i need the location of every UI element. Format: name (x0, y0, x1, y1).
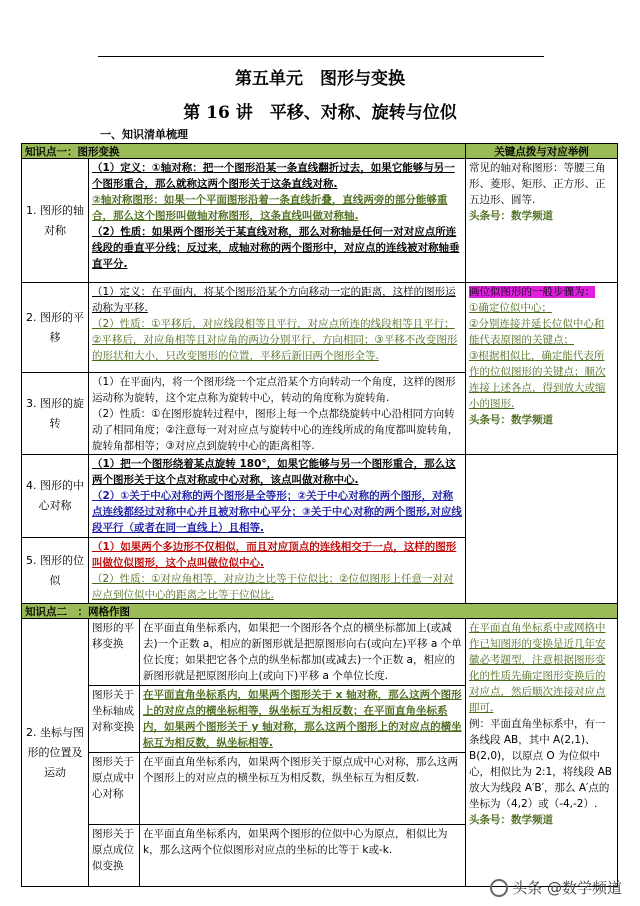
kp2-note-intro: 在平面直角坐标系中或网格中作已知图形的变换是近几年安徽必考题型，注意根据图形变化的性质先确定图形变换后的对应点，然后顺次连接对应点即可. (469, 622, 606, 714)
similar-property: （2）性质：①对应角相等，对应边之比等于位似比；②位似图形上任意一对对应点到位似中心的距离之比等于位似比. (92, 573, 454, 601)
kp2-text-axis: 在平面直角坐标系内，如果两个图形关于 x 轴对称，那么这两个图形上的对应点的横坐标相等，纵坐标互为相反数；在平面直角坐标系内，如果两个图形关于 y 轴对称，那么这两个图形上的对应点的横坐标互为相反数，纵坐标相等. (139, 685, 466, 753)
axial-note-source: 头条号：数学频道 (469, 210, 553, 222)
row-label-central: 4. 图形的中心对称 (21, 454, 89, 538)
row-content-axial (88, 158, 466, 283)
kp2-text-similar: 在平面直角坐标系内，如果两个图形的位似中心为原点，相似比为 k，那么这两个位似图形对应点的坐标的比等于 k或-k. (139, 824, 466, 887)
rotation-property: （2）性质：①在图形旋转过程中，图形上每一个点都绕旋转中心沿相同方向转动了相同角度；②注意每一对对应点与旋转中心的连线所成的角度都叫旋转角，旋转角都相等；③对应点到旋转中心的距离相等. (92, 408, 459, 452)
axial-notes (465, 158, 618, 283)
knowledge-table (21, 143, 618, 887)
central-property: （2）①关于中心对称的两个图形是全等形；②关于中心对称的两个图形，对称点连线都经过对称中心并且被对称中心平分；③关于中心对称的两个图形,对应线段平行（或者在同一直线上）且相等. (92, 490, 462, 534)
keypoints-header: 关键点拨与对应举例 (465, 143, 618, 159)
kp2-label-translation: 图形的平移变换 (88, 618, 140, 686)
row-content-central (88, 454, 466, 538)
step-2: ②分别连接并延长位似中心和能代表原图的关键点； (469, 318, 605, 346)
kp2-note-example: 例：平面直角坐标系中，有一条线段 AB，其中 A(2,1)、B(2,0)，以原点 O 为位似中心，相似比为 2:1，将线段 AB 放大为线段 A′B′，那么 A′点的坐标为（4,2）或（-4,-2）. (469, 718, 612, 810)
axial-definition: （1）定义：①轴对称：把一个图形沿某一条直线翻折过去，如果它能够与另一个图形重合，那么就称这两个图形关于这条直线对称. (92, 162, 455, 190)
row-content-similar (88, 537, 466, 604)
watermark-text: 头条 @数学频道 (512, 879, 622, 897)
kp2-text-translation: 在平面直角坐标系内，如果把一个图形各个点的横坐标都加上(或减去)一个正数 a，相应的新图形就是把原图形向右(或向左)平移 a 个单位长度；如果把它各个点的纵坐标都加(或减去)一个正数 a，相应的新图形就是把原图形向上(或向下)平移 a 个单位长度. (139, 618, 466, 686)
row-label-translation: 2. 图形的平移 (21, 282, 89, 373)
watermark (490, 877, 622, 898)
step-3: ③根据相似比，确定能代表所作的位似图形的关键点；顺次连接上述各点，得到放大或缩小的图形. (469, 350, 606, 410)
similar-definition: （1）如果两个多边形不仅相似，而且对应顶点的连线相交于一点，这样的图形叫做位似图形，这个点叫做位似中心. (92, 541, 457, 569)
row-content-rotation (88, 372, 466, 455)
row-label-rotation: 3. 图形的旋转 (21, 372, 89, 455)
toutiao-logo-icon (490, 879, 508, 897)
step-1: ①确定位似中心； (469, 302, 552, 314)
kp2-label-origin: 图形关于原点成中心对称 (88, 752, 140, 825)
kp1-header: 知识点一：图形变换 (21, 143, 466, 159)
translation-definition: （1）定义：在平面内，将某个图形沿某个方向移动一定的距离，这样的图形运动称为平移. (92, 286, 456, 314)
kp2-main-label: 2. 坐标与图形的位置及运动 (21, 618, 89, 887)
row-label-axial: 1. 图形的轴对称 (21, 158, 89, 283)
row-label-similar: 5. 图形的位似 (21, 537, 89, 604)
steps-title: 画位似图形的一般步骤为： (469, 286, 595, 298)
top-rule (98, 56, 544, 57)
lecture-title: 第 16 讲 平移、对称、旋转与位似 (183, 103, 457, 123)
kp2-label-axis: 图形关于坐标轴成对称变换 (88, 685, 140, 753)
similar-steps (465, 282, 618, 455)
kp2-label-similar: 图形关于原点成位似变换 (88, 824, 140, 887)
section-title: 一、知识清单梳理 (100, 128, 188, 141)
rotation-definition: （1）在平面内，将一个图形绕一个定点沿某个方向转动一个角度，这样的图形运动称为旋转，这个定点称为旋转中心，转动的角度称为旋转角. (92, 376, 456, 404)
row-content-translation (88, 282, 466, 373)
axial-property: （2）性质：如果两个图形关于某直线对称，那么对称轴是任何一对对应点所连线段的垂直平分线；反过来，成轴对称的两个图形中，对应点的连线被对称轴垂直平分. (92, 226, 460, 270)
axial-note: 常见的轴对称图形：等腰三角形、菱形、矩形、正方形、正五边形、圆等. (469, 162, 606, 206)
steps-source: 头条号：数学频道 (469, 414, 553, 426)
kp2-text-origin: 在平面直角坐标系内，如果两个图形关于原点成中心对称，那么这两个图形上的对应点的横坐标互为相反数，纵坐标互为相反数. (139, 752, 466, 825)
axial-figure-definition: ②轴对称图形：如果一个平面图形沿着一条直线折叠，直线两旁的部分能够重合，那么这个图形叫做轴对称图形，这条直线叫做对称轴. (92, 194, 448, 222)
central-definition: （1）把一个图形绕着某点旋转 180°，如果它能够与另一个图形重合，那么这两个图形关于这个点对称或中心对称，该点叫做对称中心. (92, 458, 456, 486)
translation-property: （2）性质：①平移后，对应线段相等且平行，对应点所连的线段相等且平行；②平移后，对应角相等且对应角的两边分别平行、方向相同；③平移不改变图形的形状和大小，只改变图形的位置，平移后新旧两个图形全等. (92, 318, 458, 362)
unit-title: 第五单元 图形与变换 (235, 69, 405, 89)
kp2-header: 知识点二 ：网格作图 (21, 603, 618, 619)
kp2-note-source: 头条号：数学频道 (469, 814, 553, 826)
kp2-notes (465, 618, 618, 887)
empty-notes-cell (465, 454, 618, 604)
